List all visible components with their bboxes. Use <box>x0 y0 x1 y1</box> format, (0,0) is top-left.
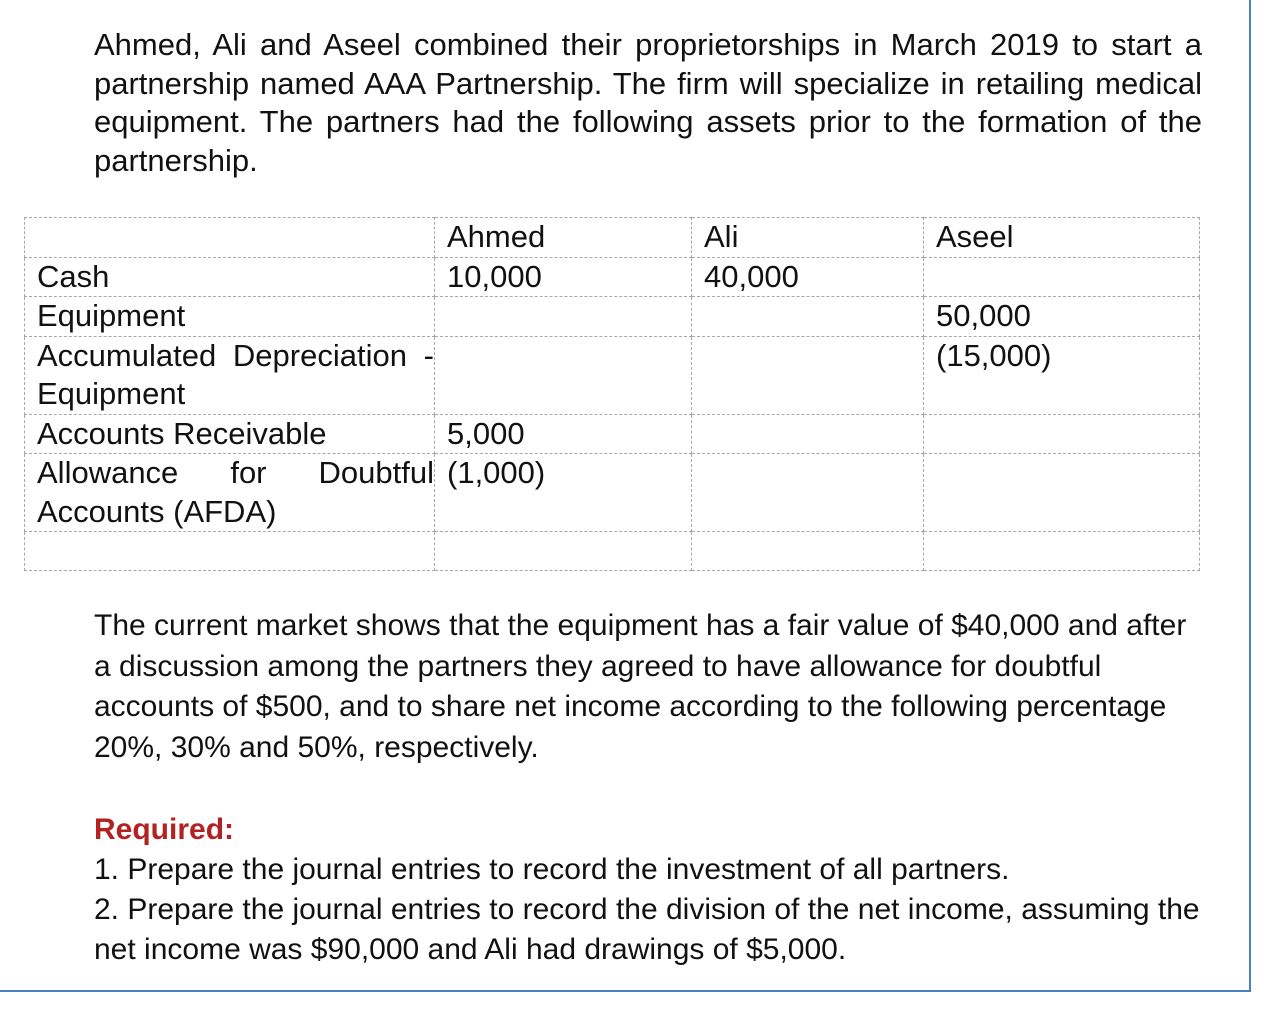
empty-cell <box>25 532 435 571</box>
row-label: Accumulated Depreciation - Equipment <box>25 336 435 414</box>
frame-border-right <box>1249 0 1251 992</box>
header-ali: Ali <box>692 218 924 258</box>
table-row <box>25 454 1200 532</box>
required-title: Required: <box>94 813 235 846</box>
header-ahmed: Ahmed <box>435 218 692 258</box>
row-label: Equipment <box>25 297 435 337</box>
cell-aseel <box>924 454 1200 532</box>
table-row <box>25 336 1200 414</box>
cell-ahmed: 5,000 <box>435 414 692 454</box>
empty-cell <box>435 532 692 571</box>
table-header-row <box>25 218 1200 258</box>
frame-border-bottom <box>0 990 1251 992</box>
cell-ahmed <box>435 297 692 337</box>
cell-ahmed: 10,000 <box>435 257 692 297</box>
row-label: Accounts Receivable <box>25 414 435 454</box>
row-label: Cash <box>25 257 435 297</box>
table-empty-row <box>25 532 1200 571</box>
partner-assets-table <box>24 217 1200 571</box>
required-item: 1. Prepare the journal entries to record the investment of all partners. <box>94 853 1010 886</box>
table-row <box>25 297 1200 337</box>
empty-cell <box>924 532 1200 571</box>
intro-paragraph: Ahmed, Ali and Aseel combined their proprietorships in March 2019 to start a partnership named AAA Partnership. The firm will specialize in retailing medical equipment. The partners had the following assets prior to the formation of the partnership. <box>94 27 1202 178</box>
cell-ali: 40,000 <box>692 257 924 297</box>
required-section <box>94 810 1214 970</box>
cell-aseel: (15,000) <box>924 336 1200 414</box>
header-aseel: Aseel <box>924 218 1200 258</box>
required-item: 2. Prepare the journal entries to record the division of the net income, assuming the net income was $90,000 and Ali had drawings of $5,000. <box>94 893 1200 966</box>
cell-ali <box>692 297 924 337</box>
row-label: Allowance for Doubtful Accounts (AFDA) <box>25 454 435 532</box>
table-row <box>25 257 1200 297</box>
cell-ahmed: (1,000) <box>435 454 692 532</box>
cell-ahmed <box>435 336 692 414</box>
empty-cell <box>692 532 924 571</box>
cell-aseel <box>924 257 1200 297</box>
cell-ali <box>692 336 924 414</box>
cell-ali <box>692 414 924 454</box>
cell-ali <box>692 454 924 532</box>
cell-aseel <box>924 414 1200 454</box>
table-row <box>25 414 1200 454</box>
header-blank <box>25 218 435 258</box>
market-paragraph: The current market shows that the equipment has a fair value of $40,000 and after a discussion among the partners they agreed to have allowance for doubtful accounts of $500, and to share net income according to the following percentage 20%, 30% and 50%, respectively. <box>94 609 1187 764</box>
cell-aseel: 50,000 <box>924 297 1200 337</box>
